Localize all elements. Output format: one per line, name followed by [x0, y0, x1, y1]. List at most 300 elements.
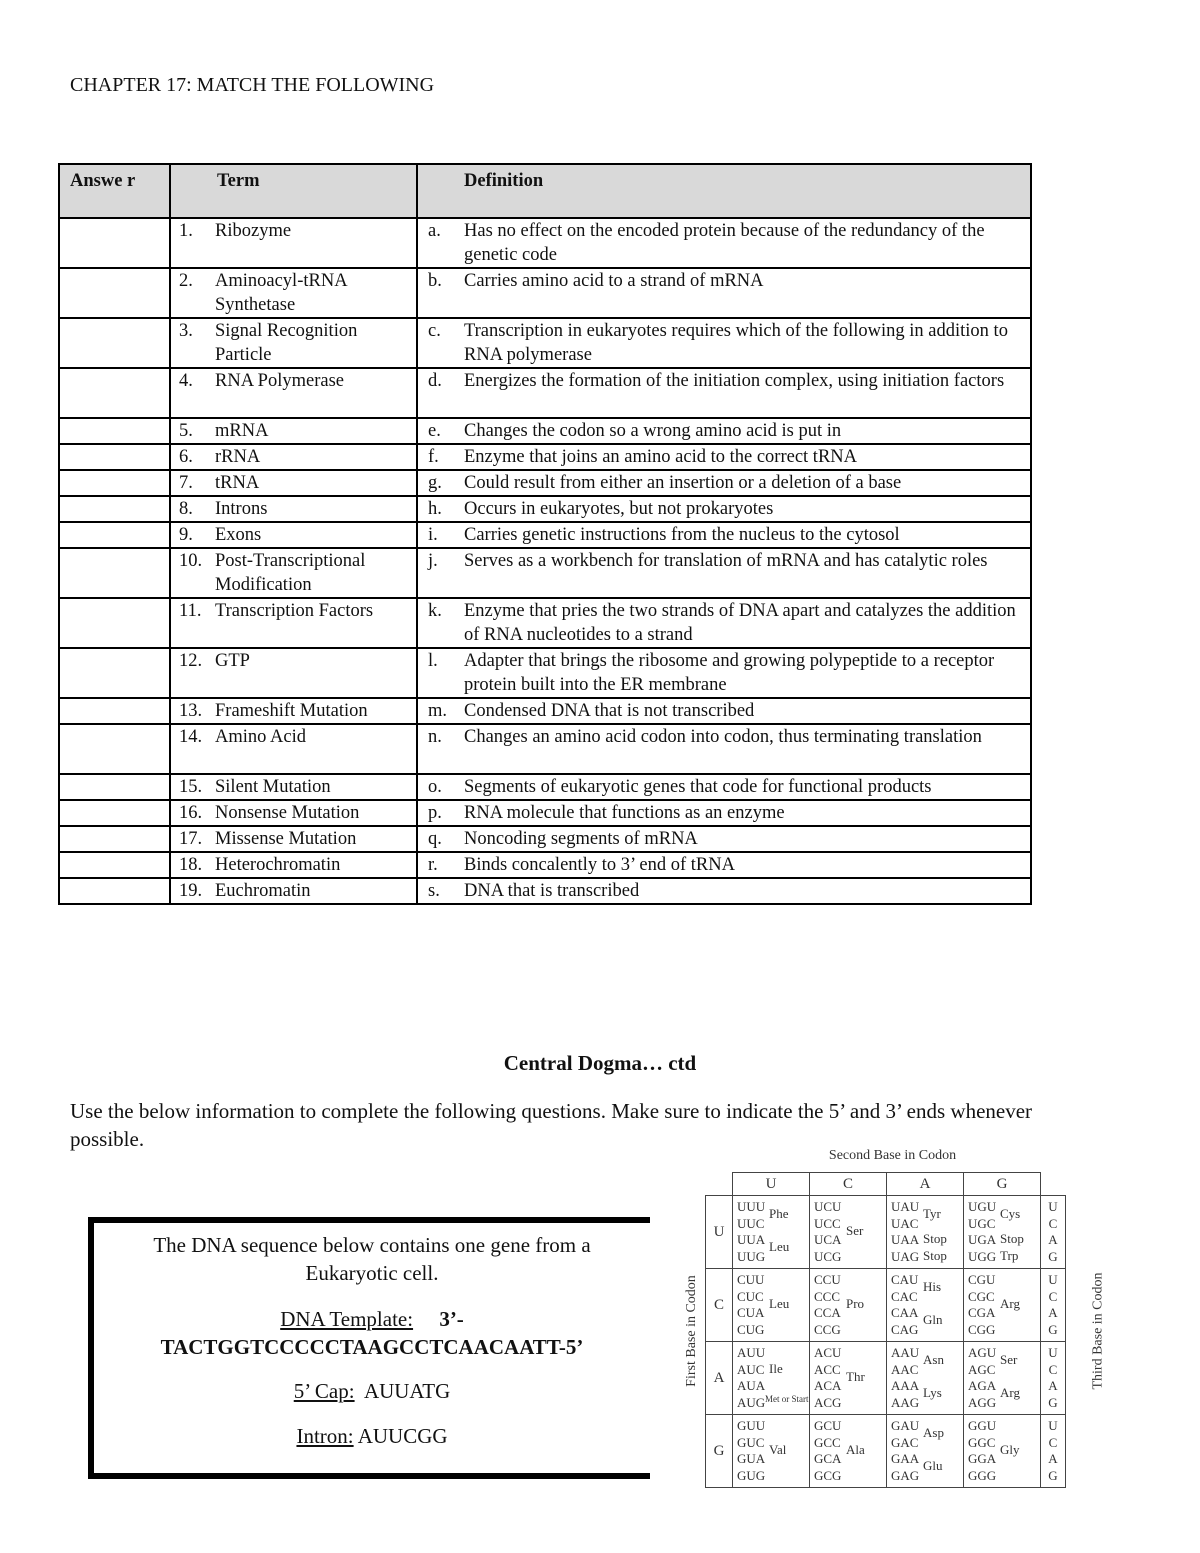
answer-cell[interactable] — [59, 826, 170, 852]
term-text: rRNA — [215, 447, 261, 467]
term-text: Introns — [215, 499, 268, 519]
definition-cell — [417, 698, 1031, 724]
table-row — [59, 444, 1031, 470]
definition-text: Transcription in eukaryotes requires which of the following in addition to RNA polymerase — [464, 321, 1008, 365]
codon-text: CCU — [814, 1272, 841, 1287]
page-title: CHAPTER 17: MATCH THE FOLLOWING — [70, 74, 435, 96]
definition-cell — [417, 852, 1031, 878]
term-cell — [170, 418, 417, 444]
amino-acid-label: Ser — [846, 1222, 864, 1238]
definition-cell — [417, 470, 1031, 496]
term-number: 16. — [179, 803, 203, 823]
table-row — [59, 496, 1031, 522]
term-number: 9. — [179, 525, 193, 545]
codon-text: UCG — [814, 1248, 842, 1264]
codon-text: GGC — [968, 1434, 996, 1450]
definition-letter: j. — [428, 551, 438, 571]
term-cell — [170, 470, 417, 496]
codon-text: CUC — [737, 1288, 764, 1304]
definition-cell — [417, 418, 1031, 444]
definition-cell — [417, 774, 1031, 800]
codon-text: AUU — [737, 1345, 766, 1360]
codon-cell — [964, 1342, 1041, 1415]
codon-text: UUC — [737, 1215, 765, 1231]
definition-letter: g. — [428, 473, 442, 493]
codon-text: AGU — [968, 1345, 997, 1360]
table-header-row — [59, 164, 1031, 218]
definition-letter: a. — [428, 221, 441, 241]
codon-text: GAG — [891, 1467, 920, 1483]
term-text: Ribozyme — [215, 221, 292, 241]
intron-value: AUUCGG — [357, 1424, 448, 1448]
definition-letter: d. — [428, 371, 442, 391]
table-row — [59, 878, 1031, 904]
definition-letter: k. — [428, 601, 442, 621]
first-base-cell: A — [706, 1342, 733, 1415]
amino-acid-label: Met or Start — [765, 1393, 809, 1404]
codon-text: AGG — [968, 1394, 997, 1410]
definition-column-header: Definition — [417, 164, 1031, 218]
term-number: 11. — [179, 601, 202, 621]
answer-cell[interactable] — [59, 698, 170, 724]
definition-text: Noncoding segments of mRNA — [464, 829, 698, 849]
answer-cell[interactable] — [59, 368, 170, 418]
amino-acid-label: Leu — [769, 1239, 790, 1255]
term-text: GTP — [215, 651, 250, 671]
codon-corner — [1041, 1173, 1066, 1196]
amino-acid-label: Tyr — [923, 1206, 941, 1222]
answer-cell[interactable] — [59, 418, 170, 444]
third-base-letter: A — [1048, 1232, 1058, 1247]
term-cell — [170, 598, 417, 648]
third-base-letter: G — [1048, 1394, 1058, 1410]
codon-cell — [964, 1269, 1041, 1342]
term-number: 14. — [179, 727, 203, 747]
definition-letter: s. — [428, 881, 440, 901]
definition-cell — [417, 318, 1031, 368]
definition-cell — [417, 268, 1031, 318]
answer-cell[interactable] — [59, 444, 170, 470]
cap-line — [94, 1379, 650, 1404]
amino-acid-label: Ile — [769, 1360, 783, 1376]
cap-label: 5’ Cap: — [293, 1379, 355, 1403]
definition-text: Enzyme that joins an amino acid to the correct tRNA — [464, 447, 858, 467]
definition-text: Adapter that brings the ribosome and growing polypeptide to a receptor protein built into the ER membrane — [464, 651, 995, 695]
term-cell — [170, 698, 417, 724]
definition-letter: l. — [428, 651, 438, 671]
codon-text: UGG — [968, 1248, 997, 1264]
codon-cell — [810, 1269, 887, 1342]
term-number: 6. — [179, 447, 193, 467]
definition-letter: p. — [428, 803, 442, 823]
term-cell — [170, 368, 417, 418]
third-base-letter: A — [1048, 1451, 1058, 1466]
definition-cell — [417, 598, 1031, 648]
codon-text: CCG — [814, 1321, 841, 1337]
amino-acid-label: Pro — [846, 1295, 865, 1311]
table-row — [59, 800, 1031, 826]
third-base-cell — [1041, 1342, 1066, 1415]
second-base-header: G — [964, 1173, 1041, 1196]
third-base-cell — [1041, 1415, 1066, 1488]
table-row — [59, 368, 1031, 418]
codon-text: UAC — [891, 1215, 919, 1231]
definition-letter: b. — [428, 271, 442, 291]
codon-cell — [887, 1196, 964, 1269]
term-text: Heterochromatin — [215, 855, 341, 875]
term-number: 8. — [179, 499, 193, 519]
codon-row — [706, 1269, 1066, 1342]
definition-letter: f. — [428, 447, 439, 467]
first-base-cell: G — [706, 1415, 733, 1488]
definition-text: Condensed DNA that is not transcribed — [464, 701, 755, 721]
definition-cell — [417, 648, 1031, 698]
codon-text: GUU — [737, 1418, 766, 1433]
codon-text: UUU — [737, 1199, 766, 1214]
codon-row — [706, 1415, 1066, 1488]
definition-letter: i. — [428, 525, 438, 545]
codon-cell — [810, 1342, 887, 1415]
definition-text: Energizes the formation of the initiation complex, using initiation factors — [464, 371, 1005, 391]
answer-cell[interactable] — [59, 598, 170, 648]
codon-text: GUC — [737, 1434, 765, 1450]
term-cell — [170, 218, 417, 268]
definition-text: Occurs in eukaryotes, but not prokaryotes — [464, 499, 774, 519]
third-base-letter: G — [1048, 1467, 1058, 1483]
codon-text: UGU — [968, 1199, 997, 1214]
definition-letter: h. — [428, 499, 442, 519]
amino-acid-label: Asn — [923, 1352, 944, 1368]
third-base-letter: U — [1048, 1418, 1058, 1433]
dna-template-line — [94, 1305, 650, 1361]
codon-cell — [887, 1342, 964, 1415]
term-number: 3. — [179, 321, 193, 341]
definition-letter: m. — [428, 701, 448, 721]
definition-letter: c. — [428, 321, 441, 341]
term-cell — [170, 774, 417, 800]
codon-text: CCA — [814, 1305, 841, 1320]
amino-acid-label: Trp — [1000, 1247, 1019, 1263]
codon-text: CUA — [737, 1305, 765, 1320]
amino-acid-label: Stop — [923, 1247, 947, 1263]
term-text: Amino Acid — [215, 727, 306, 747]
third-base-letter: U — [1048, 1199, 1058, 1214]
definition-text: Changes an amino acid codon into codon, thus terminating translation — [464, 727, 982, 747]
answer-cell[interactable] — [59, 724, 170, 774]
term-cell — [170, 496, 417, 522]
definition-cell — [417, 496, 1031, 522]
codon-text: ACA — [814, 1378, 842, 1393]
answer-column-header: Answe r — [59, 164, 170, 218]
table-row — [59, 470, 1031, 496]
codon-text: UUG — [737, 1248, 766, 1264]
dna-template-prefix: 3’- — [439, 1307, 464, 1331]
codon-text: GCU — [814, 1418, 842, 1433]
instructions-text: Use the below information to complete the following questions. Make sure to indicate the 5’ and 3’ ends whenever possible. — [70, 1099, 1033, 1151]
codon-text: UAU — [891, 1199, 920, 1214]
term-number: 5. — [179, 421, 193, 441]
codon-row — [706, 1342, 1066, 1415]
codon-text: UCC — [814, 1215, 841, 1231]
term-number: 4. — [179, 371, 193, 391]
codon-text: UAG — [891, 1248, 920, 1264]
first-base-cell: U — [706, 1196, 733, 1269]
codon-text: GCA — [814, 1451, 842, 1466]
definition-letter: o. — [428, 777, 442, 797]
answer-cell[interactable] — [59, 774, 170, 800]
definition-cell — [417, 826, 1031, 852]
dna-template-label: DNA Template: — [280, 1307, 414, 1331]
amino-acid-label: Stop — [923, 1231, 947, 1246]
table-row — [59, 852, 1031, 878]
codon-text: ACU — [814, 1345, 842, 1360]
codon-text: UCA — [814, 1232, 842, 1247]
definition-text: RNA molecule that functions as an enzyme — [464, 803, 785, 823]
term-text: Post-Transcriptional Modification — [215, 551, 366, 595]
table-row — [59, 774, 1031, 800]
codon-table — [705, 1172, 1066, 1488]
third-base-letter: G — [1048, 1321, 1058, 1337]
third-base-cell — [1041, 1196, 1066, 1269]
definition-text: Serves as a workbench for translation of mRNA and has catalytic roles — [464, 551, 988, 571]
codon-text: AGC — [968, 1361, 996, 1377]
amino-acid-label: His — [923, 1279, 942, 1295]
codon-text: GGA — [968, 1451, 997, 1466]
answer-cell[interactable] — [59, 496, 170, 522]
codon-text: CGA — [968, 1305, 996, 1320]
table-row — [59, 648, 1031, 698]
codon-cell — [964, 1196, 1041, 1269]
definition-cell — [417, 522, 1031, 548]
term-cell — [170, 522, 417, 548]
codon-text: CGU — [968, 1272, 996, 1287]
term-number: 19. — [179, 881, 203, 901]
table-row — [59, 724, 1031, 774]
definition-text: Could result from either an insertion or a deletion of a base — [464, 473, 902, 493]
codon-text: GCC — [814, 1434, 841, 1450]
answer-cell[interactable] — [59, 522, 170, 548]
section-title: Central Dogma… ctd — [503, 1051, 697, 1075]
definition-cell — [417, 368, 1031, 418]
table-row — [59, 698, 1031, 724]
definition-text: Carries amino acid to a strand of mRNA — [464, 271, 764, 291]
table-row — [59, 522, 1031, 548]
codon-text: ACC — [814, 1361, 841, 1377]
codon-text: GAC — [891, 1434, 919, 1450]
amino-acid-label: Gln — [923, 1312, 943, 1328]
definition-text: Segments of eukaryotic genes that code for functional products — [464, 777, 932, 797]
amino-acid-label: Ala — [846, 1441, 865, 1457]
definition-cell — [417, 800, 1031, 826]
codon-table-figure — [680, 1148, 1105, 1503]
table-row — [59, 598, 1031, 648]
second-base-header: C — [810, 1173, 887, 1196]
answer-cell[interactable] — [59, 218, 170, 268]
amino-acid-label: Ser — [1000, 1352, 1018, 1368]
term-cell — [170, 318, 417, 368]
answer-cell[interactable] — [59, 800, 170, 826]
table-row — [59, 268, 1031, 318]
third-base-letter: G — [1048, 1248, 1058, 1264]
codon-cell — [810, 1196, 887, 1269]
term-text: Euchromatin — [215, 881, 311, 901]
amino-acid-label: Lys — [923, 1385, 942, 1401]
codon-text: AAG — [891, 1394, 920, 1410]
term-text: Missense Mutation — [215, 829, 357, 849]
term-number: 13. — [179, 701, 203, 721]
third-base-letter: C — [1048, 1288, 1058, 1304]
codon-corner — [706, 1173, 733, 1196]
codon-cell — [733, 1415, 810, 1488]
definition-cell — [417, 548, 1031, 598]
second-base-header: U — [733, 1173, 810, 1196]
definition-text: Carries genetic instructions from the nucleus to the cytosol — [464, 525, 900, 545]
term-column-header: Term — [170, 164, 417, 218]
third-base-cell — [1041, 1269, 1066, 1342]
codon-cell — [733, 1342, 810, 1415]
codon-cell — [733, 1269, 810, 1342]
term-text: Nonsense Mutation — [215, 803, 360, 823]
term-number: 7. — [179, 473, 193, 493]
codon-text: UAA — [891, 1232, 920, 1247]
term-cell — [170, 878, 417, 904]
amino-acid-label: Cys — [1000, 1206, 1021, 1222]
term-cell — [170, 444, 417, 470]
codon-text: ACG — [814, 1394, 842, 1410]
table-row — [59, 826, 1031, 852]
third-base-letter: A — [1048, 1378, 1058, 1393]
codon-text: CGG — [968, 1321, 996, 1337]
codon-text: GGG — [968, 1467, 997, 1483]
third-base-letter: U — [1048, 1345, 1058, 1360]
answer-cell[interactable] — [59, 648, 170, 698]
codon-text: AAA — [891, 1378, 920, 1393]
codon-text: AUG — [737, 1394, 766, 1410]
dna-sequence-box — [88, 1217, 650, 1479]
third-base-letter: U — [1048, 1272, 1058, 1287]
codon-text: CUU — [737, 1272, 765, 1287]
answer-cell[interactable] — [59, 268, 170, 318]
codon-cell — [733, 1196, 810, 1269]
codon-text: UGA — [968, 1232, 997, 1247]
term-text: Transcription Factors — [215, 601, 374, 621]
dna-template-sequence: TACTGGTCCCCCTAAGCCTCAACAATT-5’ — [160, 1335, 584, 1359]
amino-acid-label: Thr — [846, 1368, 865, 1384]
codon-text: GCG — [814, 1467, 842, 1483]
definition-text: DNA that is transcribed — [464, 881, 640, 901]
codon-cell — [887, 1269, 964, 1342]
second-base-header: A — [887, 1173, 964, 1196]
codon-text: AUC — [737, 1361, 765, 1377]
term-text: RNA Polymerase — [215, 371, 344, 391]
answer-cell[interactable] — [59, 878, 170, 904]
definition-text: Changes the codon so a wrong amino acid is put in — [464, 421, 842, 441]
dna-box-intro: The DNA sequence below contains one gene from a Eukaryotic cell. — [153, 1233, 591, 1285]
term-cell — [170, 724, 417, 774]
term-text: Aminoacyl-tRNA Synthetase — [215, 271, 347, 315]
codon-text: CAC — [891, 1288, 918, 1304]
codon-second-base-label: Second Base in Codon — [828, 1148, 957, 1163]
definition-cell — [417, 724, 1031, 774]
term-cell — [170, 826, 417, 852]
term-cell — [170, 648, 417, 698]
amino-acid-label: Val — [769, 1441, 787, 1457]
term-number: 18. — [179, 855, 203, 875]
codon-cell — [887, 1415, 964, 1488]
term-text: tRNA — [215, 473, 260, 493]
cap-value: AUUATG — [363, 1379, 451, 1403]
definition-letter: n. — [428, 727, 442, 747]
codon-text: CAG — [891, 1321, 919, 1337]
amino-acid-label: Glu — [923, 1458, 943, 1474]
codon-text: CAA — [891, 1305, 919, 1320]
answer-cell[interactable] — [59, 852, 170, 878]
codon-text: CUG — [737, 1321, 765, 1337]
amino-acid-label: Asp — [923, 1425, 944, 1441]
definition-cell — [417, 444, 1031, 470]
definition-letter: r. — [428, 855, 438, 875]
intron-label: Intron: — [296, 1424, 354, 1448]
amino-acid-label: Phe — [769, 1206, 789, 1222]
codon-cell — [964, 1415, 1041, 1488]
table-row — [59, 418, 1031, 444]
term-text: Signal Recognition Particle — [215, 321, 358, 365]
answer-cell[interactable] — [59, 548, 170, 598]
matching-table-body — [59, 218, 1031, 904]
term-cell — [170, 800, 417, 826]
amino-acid-label: Gly — [1000, 1441, 1020, 1457]
first-base-cell: C — [706, 1269, 733, 1342]
codon-text: UCU — [814, 1199, 842, 1214]
codon-cell — [810, 1415, 887, 1488]
amino-acid-label: Arg — [1000, 1295, 1020, 1311]
definition-text: Enzyme that pries the two strands of DNA apart and catalyzes the addition of RNA nucleotides to a strand — [464, 601, 1016, 645]
codon-row — [706, 1196, 1066, 1269]
codon-text: AGA — [968, 1378, 997, 1393]
codon-text: GAU — [891, 1418, 920, 1433]
codon-text: AAU — [891, 1345, 920, 1360]
codon-text: UGC — [968, 1215, 996, 1231]
codon-text: GUG — [737, 1467, 766, 1483]
term-number: 2. — [179, 271, 193, 291]
definition-cell — [417, 218, 1031, 268]
definition-letter: q. — [428, 829, 442, 849]
table-row — [59, 318, 1031, 368]
codon-text: CCC — [814, 1288, 841, 1304]
term-cell — [170, 548, 417, 598]
definition-cell — [417, 878, 1031, 904]
term-number: 12. — [179, 651, 203, 671]
answer-cell[interactable] — [59, 470, 170, 496]
table-row — [59, 548, 1031, 598]
term-text: Exons — [215, 525, 262, 545]
codon-text: AAC — [891, 1361, 919, 1377]
term-text: Frameshift Mutation — [215, 701, 368, 721]
definition-text: Binds concalently to 3’ end of tRNA — [464, 855, 735, 875]
codon-text: GAA — [891, 1451, 920, 1466]
intron-line — [94, 1424, 650, 1449]
third-base-letter: C — [1048, 1215, 1058, 1231]
term-number: 17. — [179, 829, 203, 849]
answer-cell[interactable] — [59, 318, 170, 368]
amino-acid-label: Arg — [1000, 1385, 1020, 1401]
term-number: 1. — [179, 221, 193, 241]
codon-text: CAU — [891, 1272, 919, 1287]
term-text: Silent Mutation — [215, 777, 331, 797]
table-row — [59, 218, 1031, 268]
third-base-letter: C — [1048, 1361, 1058, 1377]
term-cell — [170, 268, 417, 318]
